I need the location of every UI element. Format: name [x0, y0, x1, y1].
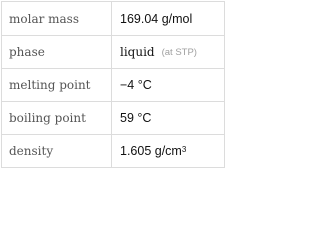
- property-value: [112, 2, 224, 35]
- value-note: (at STP): [161, 46, 197, 58]
- property-label: boiling point: [2, 102, 112, 134]
- table-row: [2, 68, 224, 101]
- property-label: phase: [2, 36, 112, 68]
- property-value: 1.605 g/cm $^3$: [120, 144, 187, 158]
- table-row: [2, 35, 224, 68]
- value-text: 1.605 g/cm: [120, 144, 182, 158]
- value-text: −4 °C: [120, 78, 152, 92]
- property-value: [112, 102, 224, 134]
- value-text: 59 °C: [120, 111, 152, 125]
- table-row: [2, 134, 224, 167]
- table-row: [2, 101, 224, 134]
- table-row: [2, 2, 224, 35]
- value-text: 169.04 g/mol: [120, 11, 193, 26]
- value-text: liquid: [120, 45, 155, 59]
- property-label: melting point: [2, 69, 112, 101]
- property-value: [112, 69, 224, 101]
- property-value: [112, 36, 224, 68]
- properties-table: [1, 1, 225, 168]
- property-label: density: [2, 135, 112, 167]
- property-label: molar mass: [2, 2, 112, 35]
